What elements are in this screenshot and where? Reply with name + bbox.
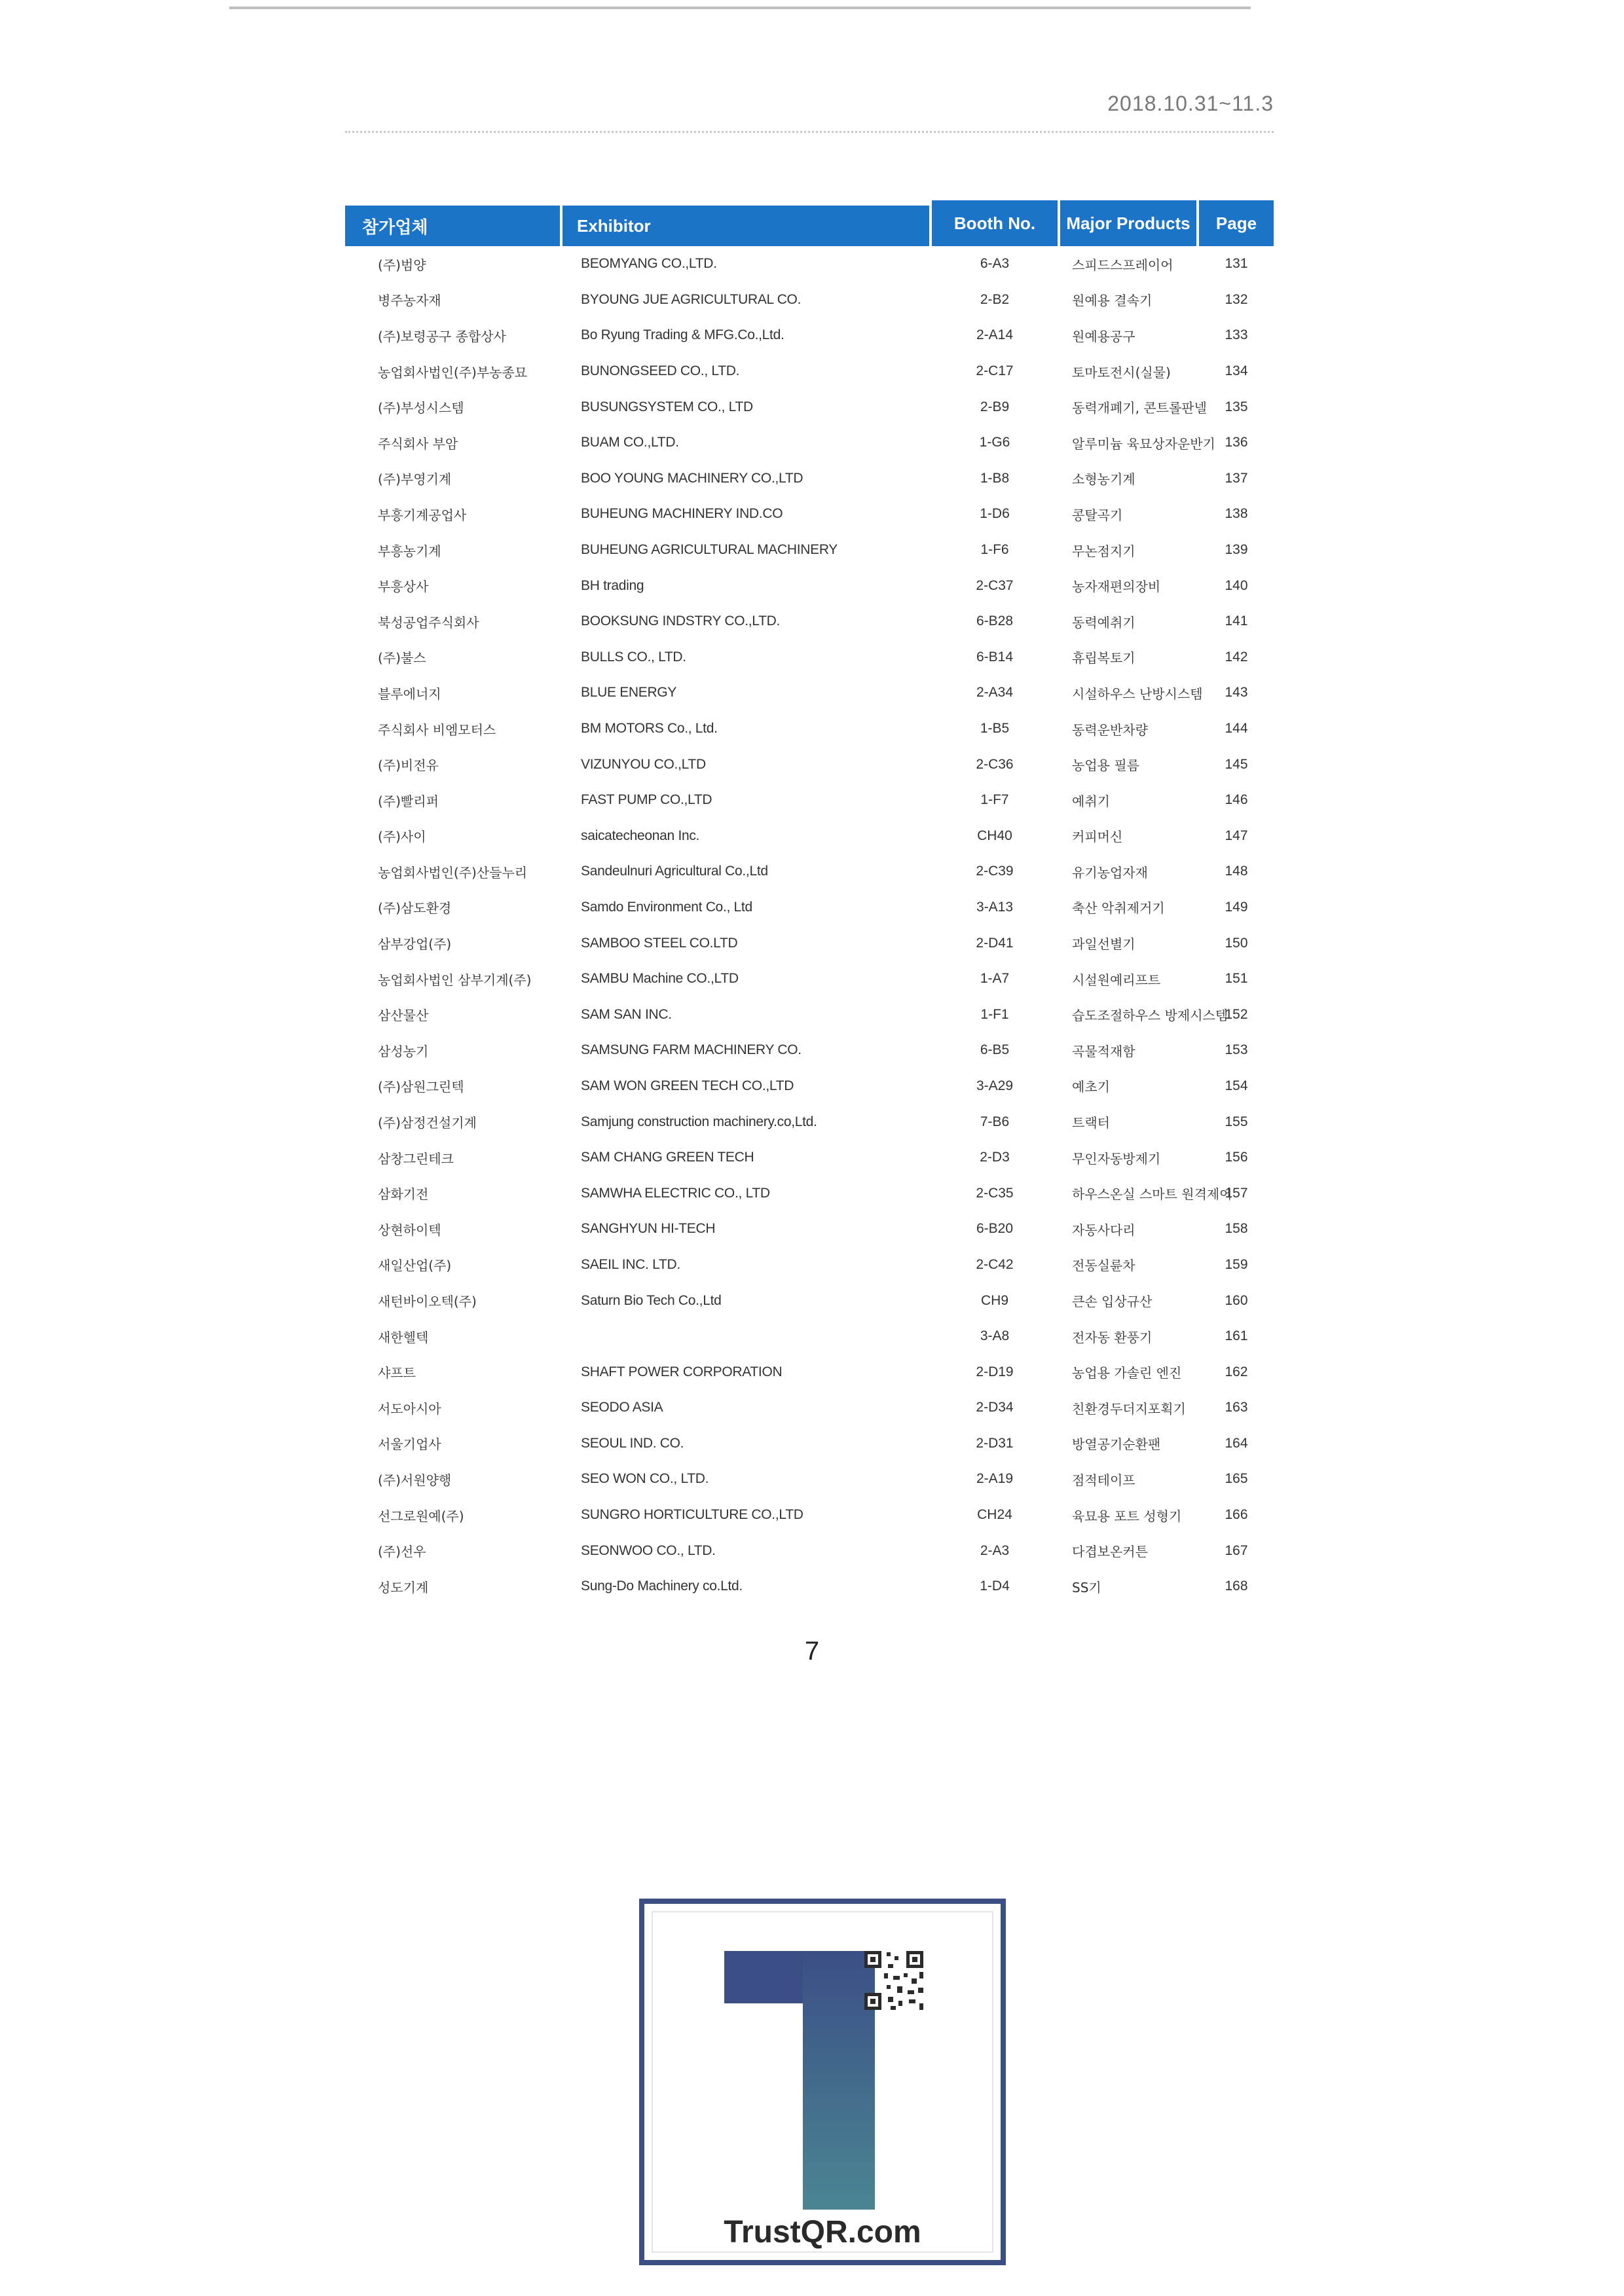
table-row: [345, 461, 1274, 497]
cell-company-ko: (주)삼정건설기계: [378, 1115, 477, 1131]
cell-major-products: 콩탈곡기: [1072, 507, 1123, 523]
cell-company-ko: 북성공업주식회사: [378, 614, 479, 630]
table-row: [345, 1319, 1274, 1355]
cell-booth-no: CH24: [977, 1507, 1012, 1523]
cell-company-ko: 삼화기전: [378, 1186, 429, 1203]
cell-major-products: 원예용 결속기: [1072, 293, 1153, 309]
cell-exhibitor: SHAFT POWER CORPORATION: [581, 1364, 783, 1379]
cell-page: 157: [1225, 1185, 1248, 1201]
cell-booth-no: CH9: [980, 1292, 1008, 1308]
cell-company-ko: (주)부영기계: [378, 471, 452, 488]
table-row: [345, 1426, 1274, 1462]
cell-page: 152: [1225, 1006, 1248, 1022]
cell-booth-no: 2-A34: [976, 685, 1014, 701]
cell-company-ko: (주)빨리퍼: [378, 793, 439, 809]
cell-exhibitor: SAMBOO STEEL CO.LTD: [581, 935, 738, 951]
cell-page: 164: [1225, 1435, 1248, 1451]
cell-page: 155: [1225, 1114, 1248, 1129]
cell-booth-no: 1-F6: [980, 542, 1009, 558]
cell-booth-no: 3-A29: [976, 1078, 1014, 1093]
exhibitor-table: [345, 200, 1274, 1595]
cell-exhibitor: SANGHYUN HI-TECH: [581, 1221, 716, 1237]
cell-booth-no: 3-A8: [980, 1328, 1010, 1344]
cell-major-products: 무인자동방제기: [1072, 1150, 1161, 1167]
table-row: [345, 640, 1274, 676]
cell-major-products: 휴립복토기: [1072, 650, 1135, 666]
cell-company-ko: (주)부성시스템: [378, 400, 464, 416]
cell-exhibitor: BH trading: [581, 577, 644, 593]
cell-company-ko: 새한헬텍: [378, 1329, 429, 1345]
table-row: [345, 604, 1274, 640]
cell-exhibitor: SUNGRO HORTICULTURE CO.,LTD: [581, 1507, 803, 1523]
cell-major-products: 농자재편의장비: [1072, 579, 1161, 595]
cell-booth-no: 2-A3: [980, 1542, 1010, 1558]
cell-booth-no: 6-A3: [980, 256, 1010, 272]
cell-exhibitor: SAM CHANG GREEN TECH: [581, 1150, 754, 1165]
cell-page: 160: [1225, 1292, 1248, 1308]
column-header-products: Major Products: [1060, 200, 1196, 246]
cell-major-products: 전자동 환풍기: [1072, 1329, 1153, 1345]
cell-company-ko: 주식회사 비엠모터스: [378, 721, 496, 738]
cell-booth-no: 1-B5: [980, 721, 1010, 737]
cell-booth-no: 6-B5: [980, 1042, 1010, 1058]
cell-company-ko: 새일산업(주): [378, 1258, 452, 1274]
cell-page: 150: [1225, 935, 1248, 951]
cell-major-products: 동력예취기: [1072, 614, 1135, 630]
cell-booth-no: 3-A13: [976, 899, 1014, 915]
table-header: [345, 200, 1274, 246]
cell-major-products: 알루미늄 육묘상자운반기: [1072, 435, 1215, 452]
cell-booth-no: 1-D4: [980, 1578, 1010, 1594]
cell-page: 166: [1225, 1507, 1248, 1523]
table-row: [345, 854, 1274, 890]
cell-company-ko: 삼성농기: [378, 1043, 429, 1059]
table-row: [345, 1247, 1274, 1283]
cell-page: 168: [1225, 1578, 1248, 1594]
cell-exhibitor: Sandeulnuri Agricultural Co.,Ltd: [581, 864, 768, 879]
table-row: [345, 532, 1274, 568]
cell-company-ko: 농업회사법인(주)산들누리: [378, 864, 528, 881]
cell-booth-no: 2-D41: [976, 935, 1014, 951]
table-row: [345, 1283, 1274, 1319]
table-row: [345, 818, 1274, 854]
cell-page: 163: [1225, 1400, 1248, 1415]
cell-booth-no: 2-C36: [976, 756, 1014, 772]
cell-exhibitor: BUNONGSEED CO., LTD.: [581, 363, 740, 379]
table-row: [345, 746, 1274, 782]
column-header-page: Page: [1199, 200, 1274, 246]
cell-page: 161: [1225, 1328, 1248, 1344]
cell-major-products: 유기농업자재: [1072, 864, 1148, 881]
table-row: [345, 1461, 1274, 1497]
cell-major-products: 커피머신: [1072, 829, 1123, 845]
table-row: [345, 1068, 1274, 1104]
cell-exhibitor: SEONWOO CO., LTD.: [581, 1542, 716, 1558]
cell-page: 162: [1225, 1364, 1248, 1379]
cell-major-products: 방열공기순환팬: [1072, 1436, 1161, 1453]
cell-booth-no: 2-C42: [976, 1256, 1014, 1272]
cell-exhibitor: BUHEUNG AGRICULTURAL MACHINERY: [581, 542, 838, 558]
cell-major-products: 농업용 가솔린 엔진: [1072, 1365, 1182, 1381]
cell-page: 146: [1225, 792, 1248, 808]
cell-major-products: 축산 악취제거기: [1072, 900, 1165, 917]
cell-major-products: 동력운반차량: [1072, 721, 1148, 738]
table-row: [345, 782, 1274, 818]
cell-company-ko: 상현하이텍: [378, 1222, 441, 1238]
cell-page: 139: [1225, 542, 1248, 558]
cell-company-ko: (주)삼도환경: [378, 900, 452, 917]
cell-booth-no: 1-F1: [980, 1006, 1009, 1022]
cell-major-products: 동력개폐기, 콘트롤판넬: [1072, 400, 1207, 416]
cell-booth-no: 1-F7: [980, 792, 1009, 808]
cell-company-ko: (주)범양: [378, 257, 426, 273]
cell-exhibitor: BLUE ENERGY: [581, 685, 677, 701]
cell-page: 149: [1225, 899, 1248, 915]
table-row: [345, 318, 1274, 354]
cell-page: 167: [1225, 1542, 1248, 1558]
cell-booth-no: 2-D31: [976, 1435, 1014, 1451]
table-row: [345, 282, 1274, 318]
cell-page: 133: [1225, 327, 1248, 343]
cell-page: 131: [1225, 256, 1248, 272]
cell-booth-no: 2-D3: [980, 1150, 1010, 1165]
cell-company-ko: 성도기계: [378, 1579, 429, 1595]
cell-page: 148: [1225, 864, 1248, 879]
date-range: 2018.10.31~11.3: [1107, 92, 1274, 115]
table-row: [345, 354, 1274, 390]
cell-exhibitor: SAMBU Machine CO.,LTD: [581, 971, 739, 987]
column-header-exhibitor: Exhibitor: [563, 206, 929, 246]
cell-exhibitor: Samdo Environment Co., Ltd: [581, 899, 752, 915]
table-row: [345, 1032, 1274, 1068]
cell-page: 154: [1225, 1078, 1248, 1093]
cell-major-products: 스피드스프레이어: [1072, 257, 1173, 273]
cell-major-products: 트랙터: [1072, 1115, 1110, 1131]
column-header-company-ko: 참가업체: [345, 206, 560, 246]
cell-major-products: 농업용 필름: [1072, 757, 1139, 774]
cell-page: 140: [1225, 577, 1248, 593]
cell-major-products: 큰손 입상규산: [1072, 1294, 1153, 1310]
cell-company-ko: 부흥기계공업사: [378, 507, 467, 523]
cell-booth-no: 2-C39: [976, 864, 1014, 879]
cell-major-products: 전동실륜차: [1072, 1258, 1135, 1274]
table-row: [345, 675, 1274, 711]
cell-booth-no: 2-B2: [980, 291, 1010, 307]
cell-company-ko: (주)사이: [378, 829, 426, 845]
cell-booth-no: 1-D6: [980, 506, 1010, 522]
cell-exhibitor: BUHEUNG MACHINERY IND.CO: [581, 506, 783, 522]
table-row: [345, 496, 1274, 532]
cell-exhibitor: BULLS CO., LTD.: [581, 649, 686, 665]
cell-page: 147: [1225, 828, 1248, 843]
cell-page: 138: [1225, 506, 1248, 522]
cell-page: 143: [1225, 685, 1248, 701]
cell-booth-no: 2-C17: [976, 363, 1014, 379]
cell-page: 136: [1225, 435, 1248, 450]
cell-exhibitor: SAMSUNG FARM MACHINERY CO.: [581, 1042, 802, 1058]
cell-major-products: 소형농기계: [1072, 471, 1135, 488]
cell-page: 165: [1225, 1471, 1248, 1487]
cell-company-ko: 선그로원예(주): [378, 1508, 464, 1524]
cell-major-products: 점적테이프: [1072, 1472, 1135, 1488]
cell-booth-no: 1-G6: [979, 435, 1010, 450]
cell-booth-no: 1-A7: [980, 971, 1010, 987]
top-rule: [229, 7, 1251, 9]
cell-exhibitor: Saturn Bio Tech Co.,Ltd: [581, 1292, 722, 1308]
cell-page: 134: [1225, 363, 1248, 379]
cell-page: 145: [1225, 756, 1248, 772]
table-row: [345, 1140, 1274, 1176]
cell-company-ko: 부흥농기계: [378, 543, 441, 559]
cell-major-products: 곡물적재함: [1072, 1043, 1135, 1059]
cell-company-ko: 농업회사법인(주)부농종묘: [378, 364, 528, 380]
cell-exhibitor: BEOMYANG CO.,LTD.: [581, 256, 717, 272]
table-row: [345, 925, 1274, 961]
cell-page: 137: [1225, 470, 1248, 486]
cell-booth-no: 2-C35: [976, 1185, 1014, 1201]
table-row: [345, 1211, 1274, 1247]
table-row: [345, 1533, 1274, 1569]
cell-company-ko: 병주농자재: [378, 293, 441, 309]
cell-exhibitor: BM MOTORS Co., Ltd.: [581, 721, 718, 737]
cell-booth-no: 2-A19: [976, 1471, 1014, 1487]
cell-exhibitor: [581, 1319, 928, 1355]
cell-exhibitor: SAM WON GREEN TECH CO.,LTD: [581, 1078, 794, 1093]
cell-major-products: 습도조절하우스 방제시스템: [1072, 1008, 1228, 1024]
table-row: [345, 389, 1274, 425]
cell-exhibitor: Bo Ryung Trading & MFG.Co.,Ltd.: [581, 327, 784, 343]
cell-company-ko: 농업회사법인 삼부기계(주): [378, 972, 532, 988]
cell-exhibitor: SEOUL IND. CO.: [581, 1435, 684, 1451]
cell-major-products: 예취기: [1072, 793, 1110, 809]
trustqr-logo: [639, 1899, 1006, 2265]
cell-major-products: 친환경두더지포획기: [1072, 1400, 1186, 1417]
cell-exhibitor: saicatecheonan Inc.: [581, 828, 700, 843]
cell-major-products: 하우스온실 스마트 원격제어: [1072, 1186, 1232, 1203]
cell-company-ko: (주)보령공구 종합상사: [378, 328, 506, 344]
table-row: [345, 996, 1274, 1032]
cell-major-products: SS기: [1072, 1579, 1101, 1595]
cell-major-products: 예초기: [1072, 1079, 1110, 1095]
trustqr-logo-graphic: [639, 1899, 1006, 2265]
table-row: [345, 425, 1274, 461]
table-body: [345, 246, 1274, 1605]
cell-major-products: 시설하우스 난방시스템: [1072, 685, 1203, 702]
cell-page: 132: [1225, 291, 1248, 307]
page-number: 7: [804, 1637, 820, 1666]
cell-exhibitor: SAM SAN INC.: [581, 1006, 672, 1022]
cell-company-ko: 주식회사 부암: [378, 435, 458, 452]
cell-page: 156: [1225, 1150, 1248, 1165]
cell-company-ko: 부흥상사: [378, 579, 429, 595]
cell-exhibitor: SAMWHA ELECTRIC CO., LTD: [581, 1185, 770, 1201]
cell-exhibitor: SEO WON CO., LTD.: [581, 1471, 709, 1487]
header-divider: [345, 131, 1274, 133]
cell-company-ko: 새턴바이오텍(주): [378, 1294, 477, 1310]
cell-page: 142: [1225, 649, 1248, 665]
cell-booth-no: 6-B28: [976, 613, 1014, 629]
cell-major-products: 다겹보온커튼: [1072, 1544, 1148, 1560]
cell-company-ko: 서울기업사: [378, 1436, 441, 1453]
cell-major-products: 무논점지기: [1072, 543, 1135, 559]
cell-booth-no: 7-B6: [980, 1114, 1010, 1129]
cell-exhibitor: FAST PUMP CO.,LTD: [581, 792, 712, 808]
cell-page: 141: [1225, 613, 1248, 629]
column-header-booth: Booth No.: [932, 200, 1058, 246]
cell-exhibitor: BUAM CO.,LTD.: [581, 435, 679, 450]
cell-booth-no: 1-B8: [980, 470, 1010, 486]
table-row: [345, 246, 1274, 282]
cell-booth-no: 2-D19: [976, 1364, 1014, 1379]
table-row: [345, 1175, 1274, 1211]
table-row: [345, 961, 1274, 997]
cell-major-products: 자동사다리: [1072, 1222, 1135, 1238]
cell-major-products: 시설원예리프트: [1072, 972, 1161, 988]
cell-booth-no: 2-A14: [976, 327, 1014, 343]
cell-major-products: 육묘용 포트 성형기: [1072, 1508, 1182, 1524]
cell-company-ko: 서도아시아: [378, 1400, 441, 1417]
cell-page: 159: [1225, 1256, 1248, 1272]
table-row: [345, 568, 1274, 604]
cell-exhibitor: SEODO ASIA: [581, 1400, 663, 1415]
cell-major-products: 과일선별기: [1072, 936, 1135, 953]
cell-page: 144: [1225, 721, 1248, 737]
cell-page: 135: [1225, 399, 1248, 414]
cell-page: 151: [1225, 971, 1248, 987]
cell-exhibitor: Samjung construction machinery.co,Ltd.: [581, 1114, 817, 1129]
table-row: [345, 890, 1274, 926]
cell-exhibitor: SAEIL INC. LTD.: [581, 1256, 680, 1272]
logo-brand-text: TrustQR.com: [724, 2215, 921, 2250]
cell-company-ko: (주)삼원그린텍: [378, 1079, 464, 1095]
cell-page: 153: [1225, 1042, 1248, 1058]
cell-booth-no: 2-D34: [976, 1400, 1014, 1415]
cell-exhibitor: BUSUNGSYSTEM CO., LTD: [581, 399, 753, 414]
cell-booth-no: 6-B20: [976, 1221, 1014, 1237]
cell-exhibitor: BYOUNG JUE AGRICULTURAL CO.: [581, 291, 802, 307]
cell-company-ko: 삼산물산: [378, 1008, 429, 1024]
cell-exhibitor: BOO YOUNG MACHINERY CO.,LTD: [581, 470, 803, 486]
cell-booth-no: 6-B14: [976, 649, 1014, 665]
table-row: [345, 1569, 1274, 1605]
table-row: [345, 1390, 1274, 1426]
cell-company-ko: 샤프트: [378, 1365, 416, 1381]
cell-company-ko: 삼부강업(주): [378, 936, 452, 953]
cell-booth-no: 2-B9: [980, 399, 1010, 414]
table-row: [345, 711, 1274, 747]
cell-exhibitor: BOOKSUNG INDSTRY CO.,LTD.: [581, 613, 781, 629]
table-row: [345, 1497, 1274, 1533]
cell-company-ko: 삼창그린테크: [378, 1150, 454, 1167]
cell-major-products: 원예용공구: [1072, 328, 1135, 344]
cell-major-products: 토마토전시(실물): [1072, 364, 1171, 380]
cell-page: 158: [1225, 1221, 1248, 1237]
cell-company-ko: (주)비전유: [378, 757, 439, 774]
cell-company-ko: (주)선우: [378, 1544, 426, 1560]
cell-company-ko: (주)서원양행: [378, 1472, 452, 1488]
cell-booth-no: CH40: [977, 828, 1012, 843]
cell-company-ko: (주)불스: [378, 650, 426, 666]
cell-company-ko: 블루에너지: [378, 685, 441, 702]
cell-exhibitor: VIZUNYOU CO.,LTD: [581, 756, 706, 772]
table-row: [345, 1104, 1274, 1140]
cell-booth-no: 2-C37: [976, 577, 1014, 593]
table-row: [345, 1354, 1274, 1390]
cell-exhibitor: Sung-Do Machinery co.Ltd.: [581, 1578, 743, 1594]
